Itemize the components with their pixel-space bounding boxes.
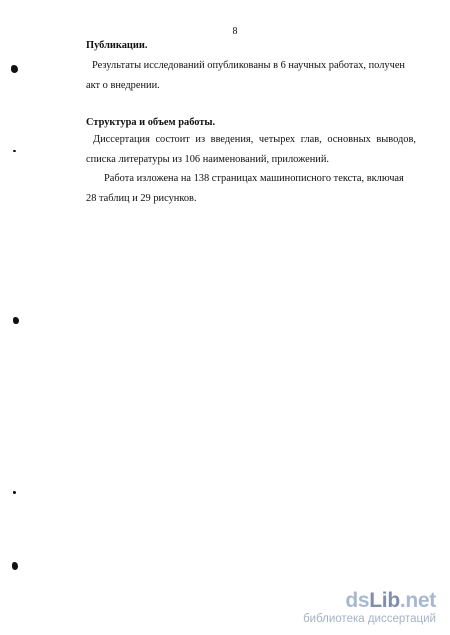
scan-artifact-mark <box>13 317 19 324</box>
scan-artifact-mark <box>12 562 18 570</box>
paragraph-dissertation-structure: Диссертация состоит из введения, четырех глав, основных выводов, списка литературы из 106 наименований, приложений. <box>86 134 416 165</box>
watermark-logo: dsLib.net <box>345 589 436 612</box>
section-heading-structure: Структура и объем работы. <box>86 117 216 128</box>
scan-artifact-mark <box>13 491 16 494</box>
paragraph-publications: Результаты исследований опубликованы в 6 научных работах, получен акт о внедрении. <box>86 60 405 91</box>
paragraph-page-count: Работа изложена на 138 страницах машинописного текста, включая 28 таблиц и 29 рисунков. <box>86 173 404 204</box>
page-number: 8 <box>232 26 238 37</box>
scan-artifact-mark <box>13 150 16 152</box>
watermark-subtitle: библиотека диссертаций <box>303 613 436 625</box>
section-heading-publications: Публикации. <box>86 40 148 51</box>
dslib-watermark <box>303 590 436 625</box>
scan-artifact-mark <box>11 65 18 73</box>
